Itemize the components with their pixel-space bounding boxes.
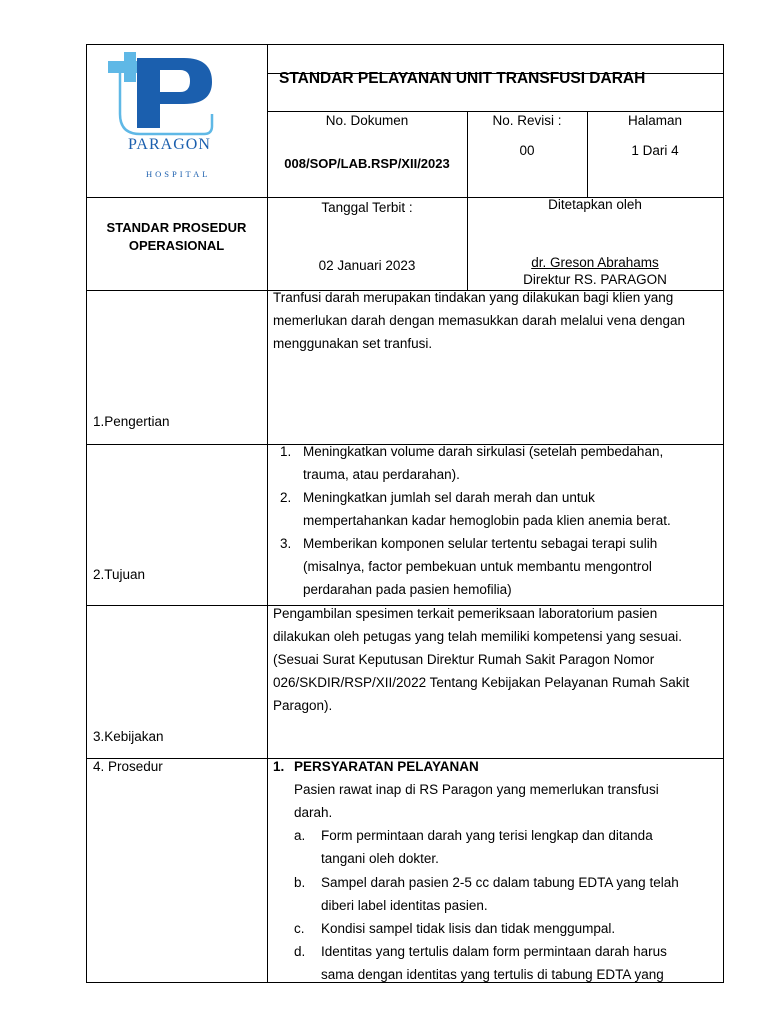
prosedur-item-letter: d. [294, 944, 306, 959]
signer-title: Direktur RS. PARAGON [523, 272, 667, 287]
document-title: STANDAR PELAYANAN UNIT TRANSFUSI DARAH [279, 70, 646, 87]
table-border-top [86, 44, 724, 45]
prosedur-heading: PERSYARATAN PELAYANAN [294, 759, 479, 774]
kebijakan-line: (Sesuai Surat Keputusan Direktur Rumah Sakit Paragon Nomor [273, 652, 655, 667]
section-label-pengertian: 1.Pengertian [93, 414, 170, 429]
pengertian-line: Tranfusi darah merupakan tindakan yang dilakukan bagi klien yang [273, 290, 674, 305]
page-label: Halaman [627, 113, 683, 128]
issue-date-label: Tanggal Terbit : [321, 200, 413, 215]
page-value: 1 Dari 4 [631, 143, 679, 158]
tujuan-item-line: perdarahan pada pasien hemofilia) [303, 582, 512, 597]
tujuan-item-line: trauma, atau perdarahan). [303, 467, 460, 482]
prosedur-item-line: Sampel darah pasien 2-5 cc dalam tabung EDTA yang telah [321, 875, 679, 890]
tujuan-item-number: 2. [280, 490, 292, 505]
established-label: Ditetapkan oleh [548, 197, 642, 212]
signer-name: dr. Greson Abrahams [531, 255, 659, 270]
prosedur-item-letter: a. [294, 828, 306, 843]
logo-name: PARAGON [128, 136, 211, 153]
tujuan-item-line: mempertahankan kadar hemoglobin pada klien anemia berat. [303, 513, 671, 528]
table-border-left [86, 44, 87, 983]
sop-label-line2: OPERASIONAL [128, 238, 225, 253]
prosedur-intro-line: darah. [294, 805, 333, 820]
pengertian-line: memerlukan darah dengan memasukkan darah melalui vena dengan [273, 313, 686, 328]
prosedur-item-line: Kondisi sampel tidak lisis dan tidak menggumpal. [321, 921, 616, 936]
prosedur-item-line: tangani oleh dokter. [321, 851, 439, 866]
paragon-cross-p-icon [100, 48, 250, 138]
sop-label-line1: STANDAR PROSEDUR [106, 220, 247, 235]
prosedur-item-line: sama dengan identitas yang tertulis di tabung EDTA yang [321, 967, 664, 982]
tujuan-item-number: 1. [280, 444, 292, 459]
kebijakan-line: 026/SKDIR/RSP/XII/2022 Tentang Kebijakan Pelayanan Rumah Sakit [273, 675, 690, 690]
doc-no-value: 008/SOP/LAB.RSP/XII/2023 [284, 156, 450, 171]
label-column-divider [267, 44, 268, 983]
prosedur-item-line: diberi label identitas pasien. [321, 898, 488, 913]
prosedur-item-letter: b. [294, 875, 306, 890]
section-label-prosedur: 4. Prosedur [93, 759, 163, 774]
section-label-kebijakan: 3.Kebijakan [93, 729, 164, 744]
prosedur-item-letter: c. [294, 921, 305, 936]
section-label-tujuan: 2.Tujuan [93, 567, 146, 582]
prosedur-item-line: Form permintaan darah yang terisi lengkap dan ditanda [321, 828, 653, 843]
kebijakan-line: Paragon). [273, 698, 333, 713]
revision-value: 00 [519, 143, 535, 158]
kebijakan-line: Pengambilan spesimen terkait pemeriksaan laboratorium pasien [273, 606, 658, 621]
pengertian-line: menggunakan set tranfusi. [273, 336, 433, 351]
table-border-right [723, 44, 724, 983]
doc-no-label: No. Dokumen [325, 113, 409, 128]
tujuan-item-line: (misalnya, factor pembekuan untuk membantu mengontrol [303, 559, 652, 574]
prosedur-heading-number: 1. [273, 759, 285, 774]
prosedur-item-line: Identitas yang tertulis dalam form permintaan darah harus [321, 944, 667, 959]
tujuan-item-number: 3. [280, 536, 292, 551]
prosedur-intro-line: Pasien rawat inap di RS Paragon yang memerlukan transfusi [294, 782, 659, 797]
kebijakan-line: dilakukan oleh petugas yang telah memiliki kompetensi yang sesuai. [273, 629, 682, 644]
revision-label: No. Revisi : [492, 113, 562, 128]
tujuan-item-line: Meningkatkan jumlah sel darah merah dan untuk [303, 490, 595, 505]
hospital-logo [100, 48, 250, 188]
tujuan-item-line: Memberikan komponen selular tertentu sebagai terapi sulih [303, 536, 658, 551]
tujuan-item-line: Meningkatkan volume darah sirkulasi (setelah pembedahan, [303, 444, 664, 459]
issue-date-value: 02 Januari 2023 [318, 258, 416, 273]
logo-subtitle: HOSPITAL [146, 169, 211, 179]
